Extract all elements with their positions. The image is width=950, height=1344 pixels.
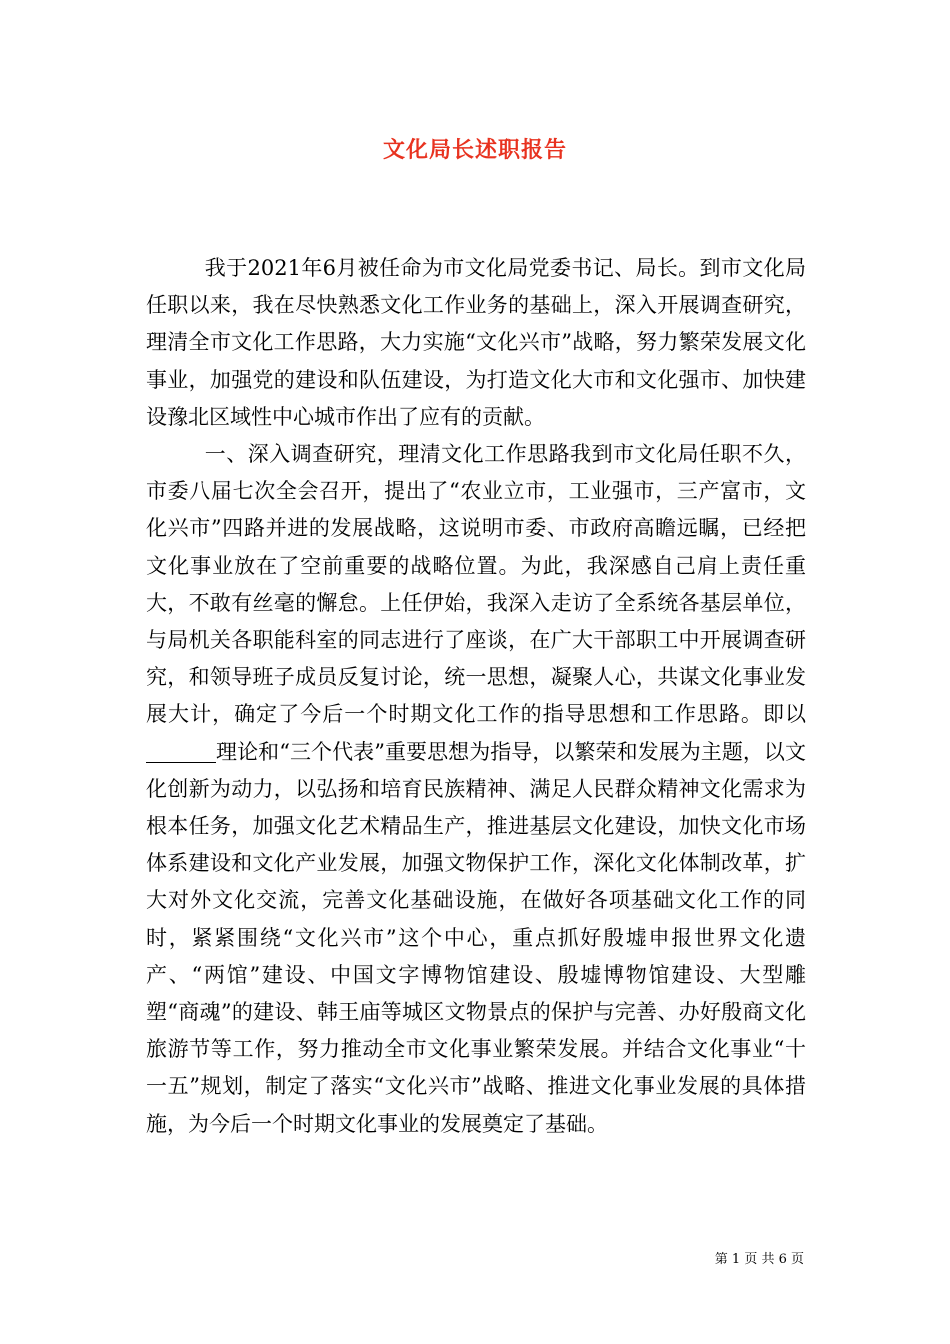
fill-in-blank xyxy=(146,741,216,763)
paragraph-section-one xyxy=(146,436,806,1143)
paragraph-section-one-part1: 一、深入调查研究，理清文化工作思路我到市文化局任职不久，市委八届七次全会召开，提出了“农业立市，工业强市，三产富市，文化兴市”四路并进的发展战略，这说明市委、市政府高瞻远瞩，已经把文化事业放在了空前重要的战略位置。为此，我深感自己肩上责任重大，不敢有丝毫的懈怠。上任伊始，我深入走访了全系统各基层单位，与局机关各职能科室的同志进行了座谈，在广大干部职工中开展调查研究，和领导班子成员反复讨论，统一思想，凝聚人心，共谋文化事业发展大计，确定了今后一个时期文化工作的指导思想和工作思路。即以 xyxy=(146,442,806,727)
document-body xyxy=(146,250,806,1143)
paragraph-section-one-part2: 理论和“三个代表”重要思想为指导，以繁荣和发展为主题，以文化创新为动力，以弘扬和培育民族精神、满足人民群众精神文化需求为根本任务，加强文化艺术精品生产，推进基层文化建设，加快文化市场体系建设和文化产业发展，加强文物保护工作，深化文化体制改革，扩大对外文化交流，完善文化基础设施，在做好各项基础文化工作的同时，紧紧围绕“文化兴市”这个中心，重点抓好殷墟申报世界文化遗产、“两馆”建设、中国文字博物馆建设、殷墟博物馆建设、大型雕塑“商魂”的建设、韩王庙等城区文物景点的保护与完善、办好殷商文化旅游节等工作，努力推动全市文化事业繁荣发展。并结合文化事业“十一五”规划，制定了落实“文化兴市”战略、推进文化事业发展的具体措施，为今后一个时期文化事业的发展奠定了基础。 xyxy=(146,739,806,1136)
page-footer: 第 1 页 共 6 页 xyxy=(714,1252,804,1267)
document-title: 文化局长述职报告 xyxy=(382,137,567,163)
paragraph-intro: 我于2021年6月被任命为市文化局党委书记、局长。到市文化局任职以来，我在尽快熟悉文化工作业务的基础上，深入开展调查研究，理清全市文化工作思路，大力实施“文化兴市”战略，努力繁荣发展文化事业，加强党的建设和队伍建设，为打造文化大市和文化强市、加快建设豫北区域性中心城市作出了应有的贡献。 xyxy=(146,256,806,429)
